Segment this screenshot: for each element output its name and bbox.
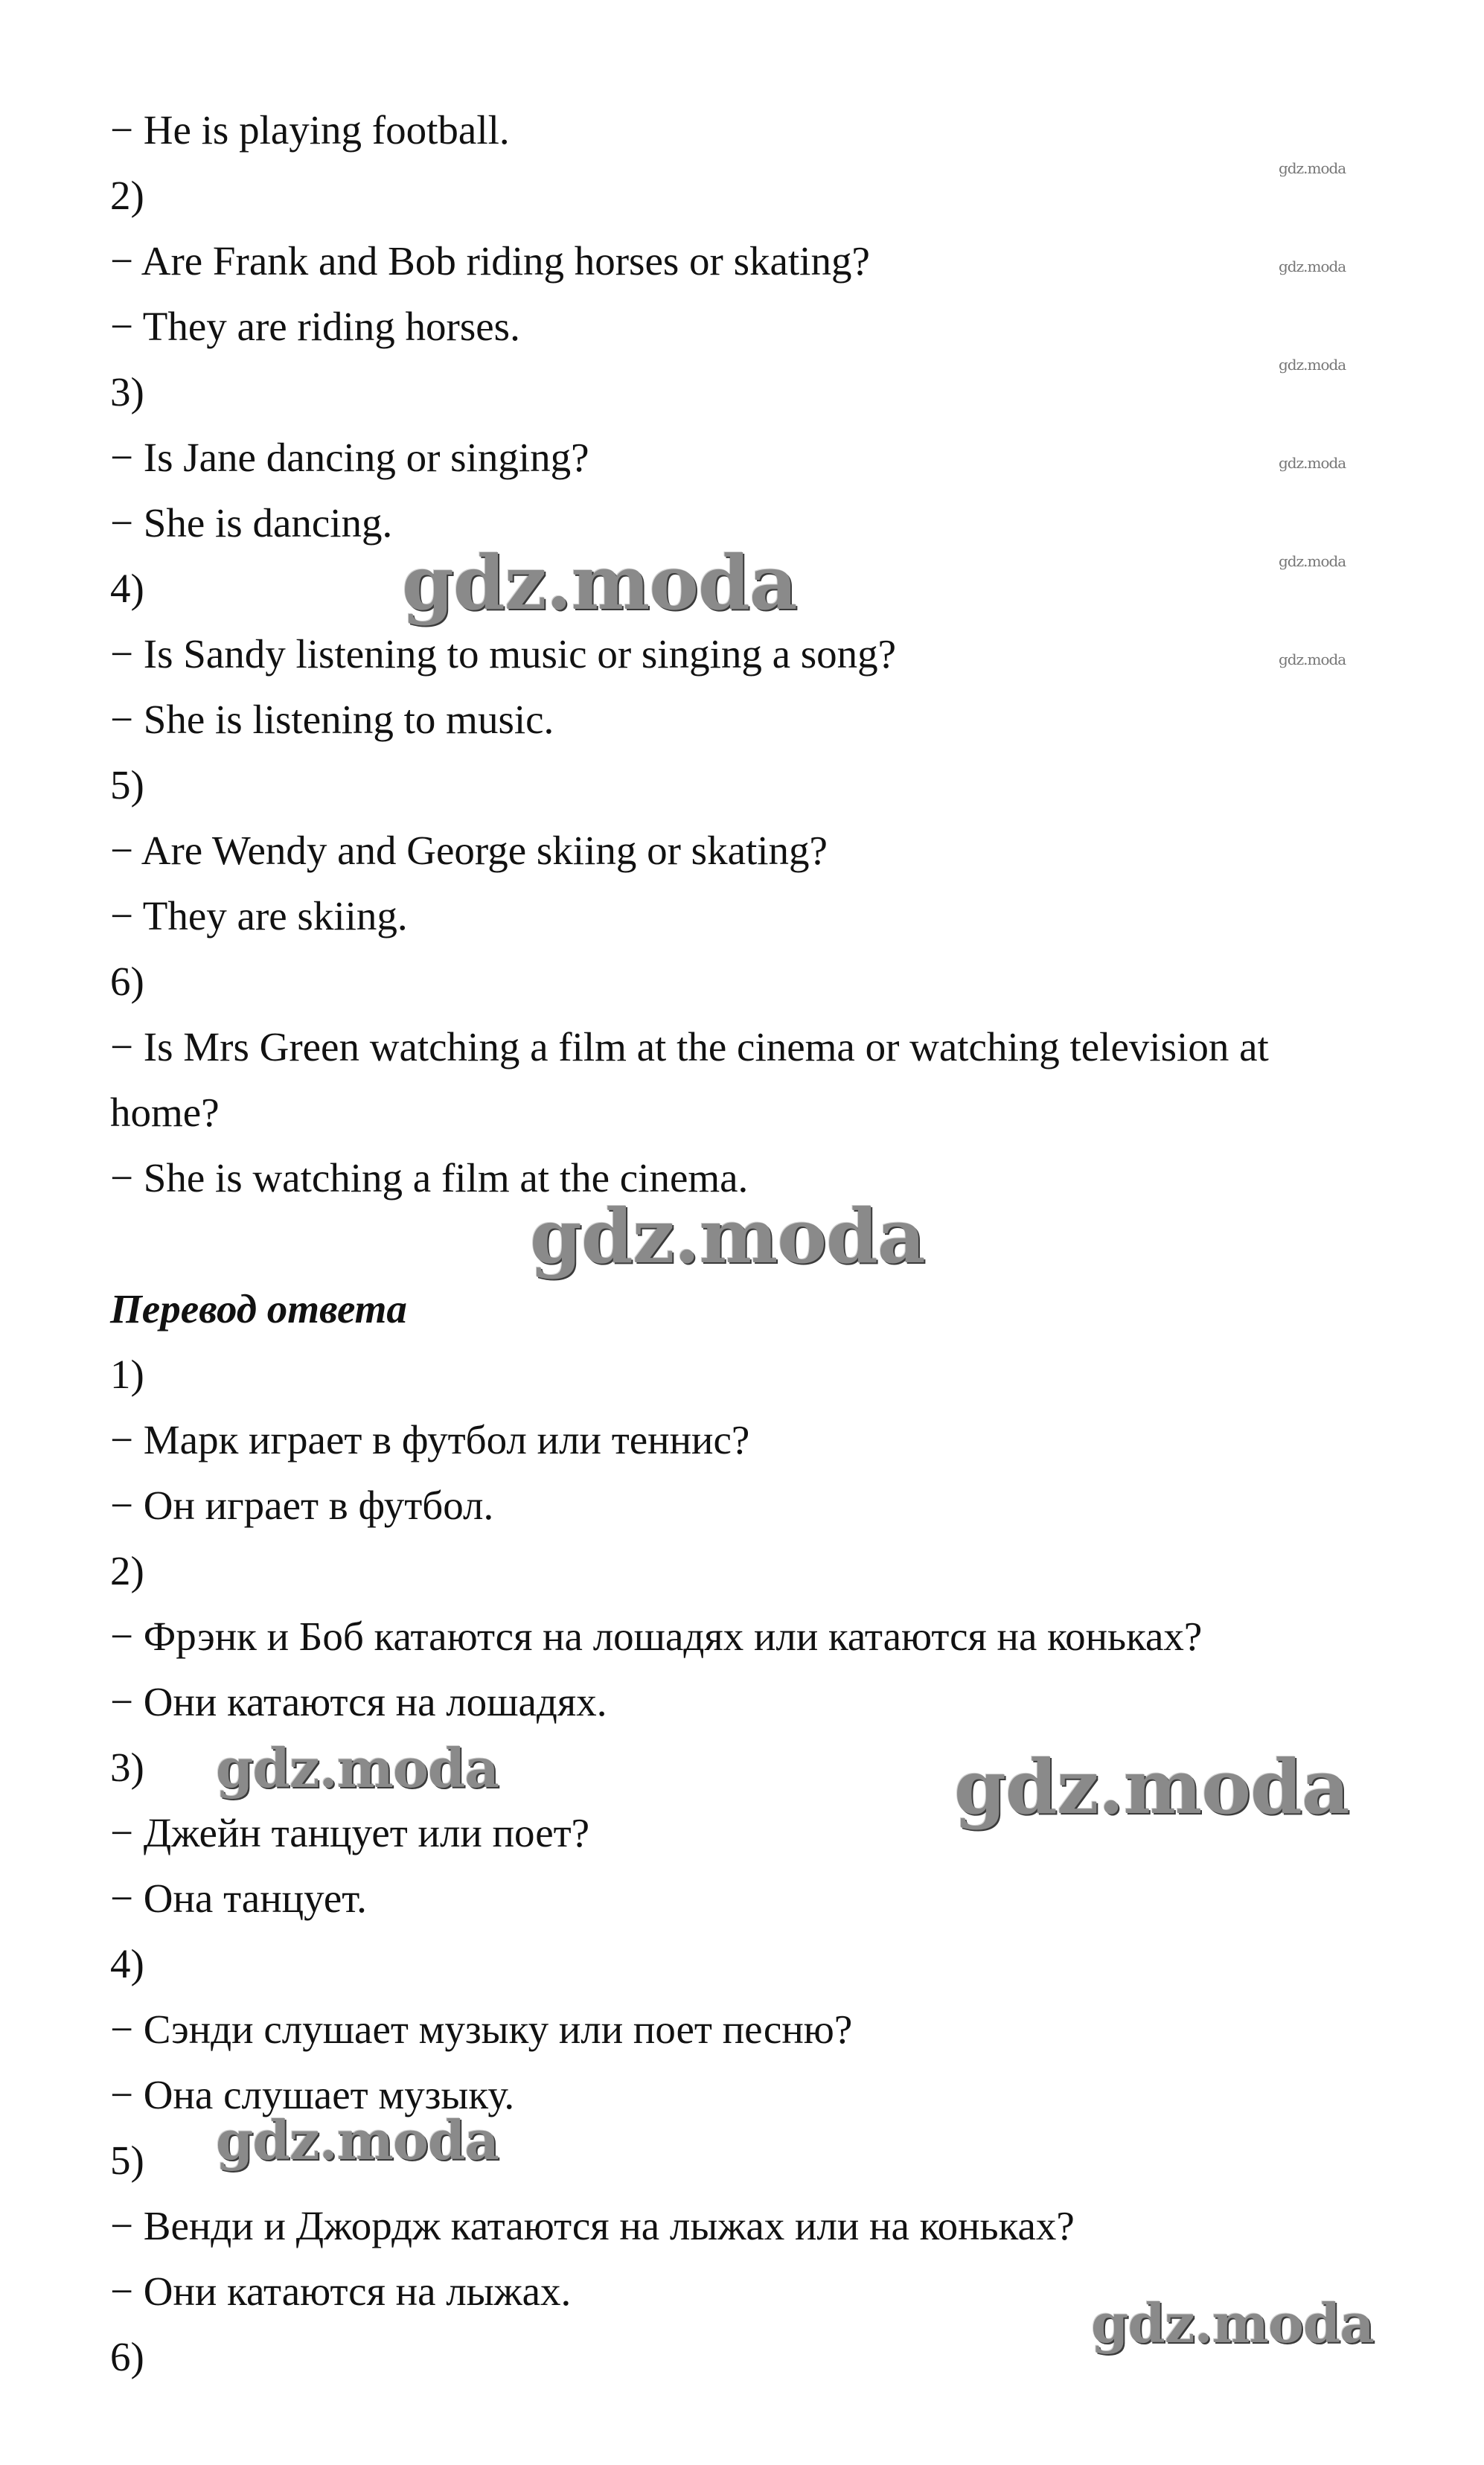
item-number: 5) [110, 762, 144, 808]
answer-line: home? [110, 1090, 220, 1135]
answer-line: − She is listening to music. [110, 697, 554, 742]
item-number: 1) [110, 1352, 144, 1397]
translation-line: − Марк играет в футбол или теннис? [110, 1417, 750, 1462]
watermark: gdz.moda [1279, 356, 1346, 374]
answer-line: − She is dancing. [110, 500, 393, 546]
item-number: 6) [110, 959, 144, 1004]
item-number: 3) [110, 369, 144, 415]
answer-line: − Is Sandy listening to music or singing a song? [110, 631, 897, 677]
translation-line: − Джейн танцует или поет? [110, 1810, 590, 1855]
item-number: 6) [110, 2334, 144, 2379]
answer-line: − They are riding horses. [110, 304, 520, 349]
watermark: gdz.moda [216, 2108, 499, 2172]
translation-heading: Перевод ответа [110, 1286, 407, 1331]
translation-line: − Они катаются на лыжах. [110, 2269, 572, 2314]
translation-line: − Фрэнк и Боб катаются на лошадях или катаются на коньках? [110, 1614, 1203, 1659]
item-number: 2) [110, 1548, 144, 1593]
watermark: gdz.moda [954, 1743, 1349, 1831]
answer-line: − She is watching a film at the cinema. [110, 1155, 749, 1200]
translation-line: − Она танцует. [110, 1876, 367, 1921]
watermark: gdz.moda [1279, 650, 1346, 668]
answer-line: − Is Jane dancing or singing? [110, 435, 589, 480]
translation-line: − Венди и Джордж катаются на лыжах или на коньках? [110, 2203, 1075, 2248]
answer-line: − He is playing football. [110, 107, 510, 153]
item-number: 5) [110, 2138, 144, 2183]
watermark: gdz.moda [1279, 159, 1346, 177]
watermark: gdz.moda [402, 539, 797, 627]
answer-line: − Are Wendy and George skiing or skating? [110, 828, 828, 873]
item-number: 4) [110, 1941, 144, 1986]
answer-line: − They are skiing. [110, 893, 408, 939]
watermark: gdz.moda [1091, 2292, 1374, 2355]
translation-line: − Они катаются на лошадях. [110, 1679, 607, 1724]
watermark: gdz.moda [1279, 454, 1346, 472]
item-number: 2) [110, 173, 144, 218]
item-number: 3) [110, 1745, 144, 1790]
watermark: gdz.moda [216, 1736, 499, 1800]
watermark: gdz.moda [530, 1192, 925, 1280]
watermark: gdz.moda [1279, 552, 1346, 570]
answer-line: − Are Frank and Bob riding horses or skating? [110, 238, 870, 284]
translation-line: − Она слушает музыку. [110, 2072, 515, 2117]
watermark: gdz.moda [1279, 258, 1346, 275]
item-number: 4) [110, 566, 144, 611]
answer-line: − Is Mrs Green watching a film at the cinema or watching television at [110, 1024, 1269, 1070]
translation-line: − Он играет в футбол. [110, 1483, 494, 1528]
translation-line: − Сэнди слушает музыку или поет песню? [110, 2007, 853, 2052]
